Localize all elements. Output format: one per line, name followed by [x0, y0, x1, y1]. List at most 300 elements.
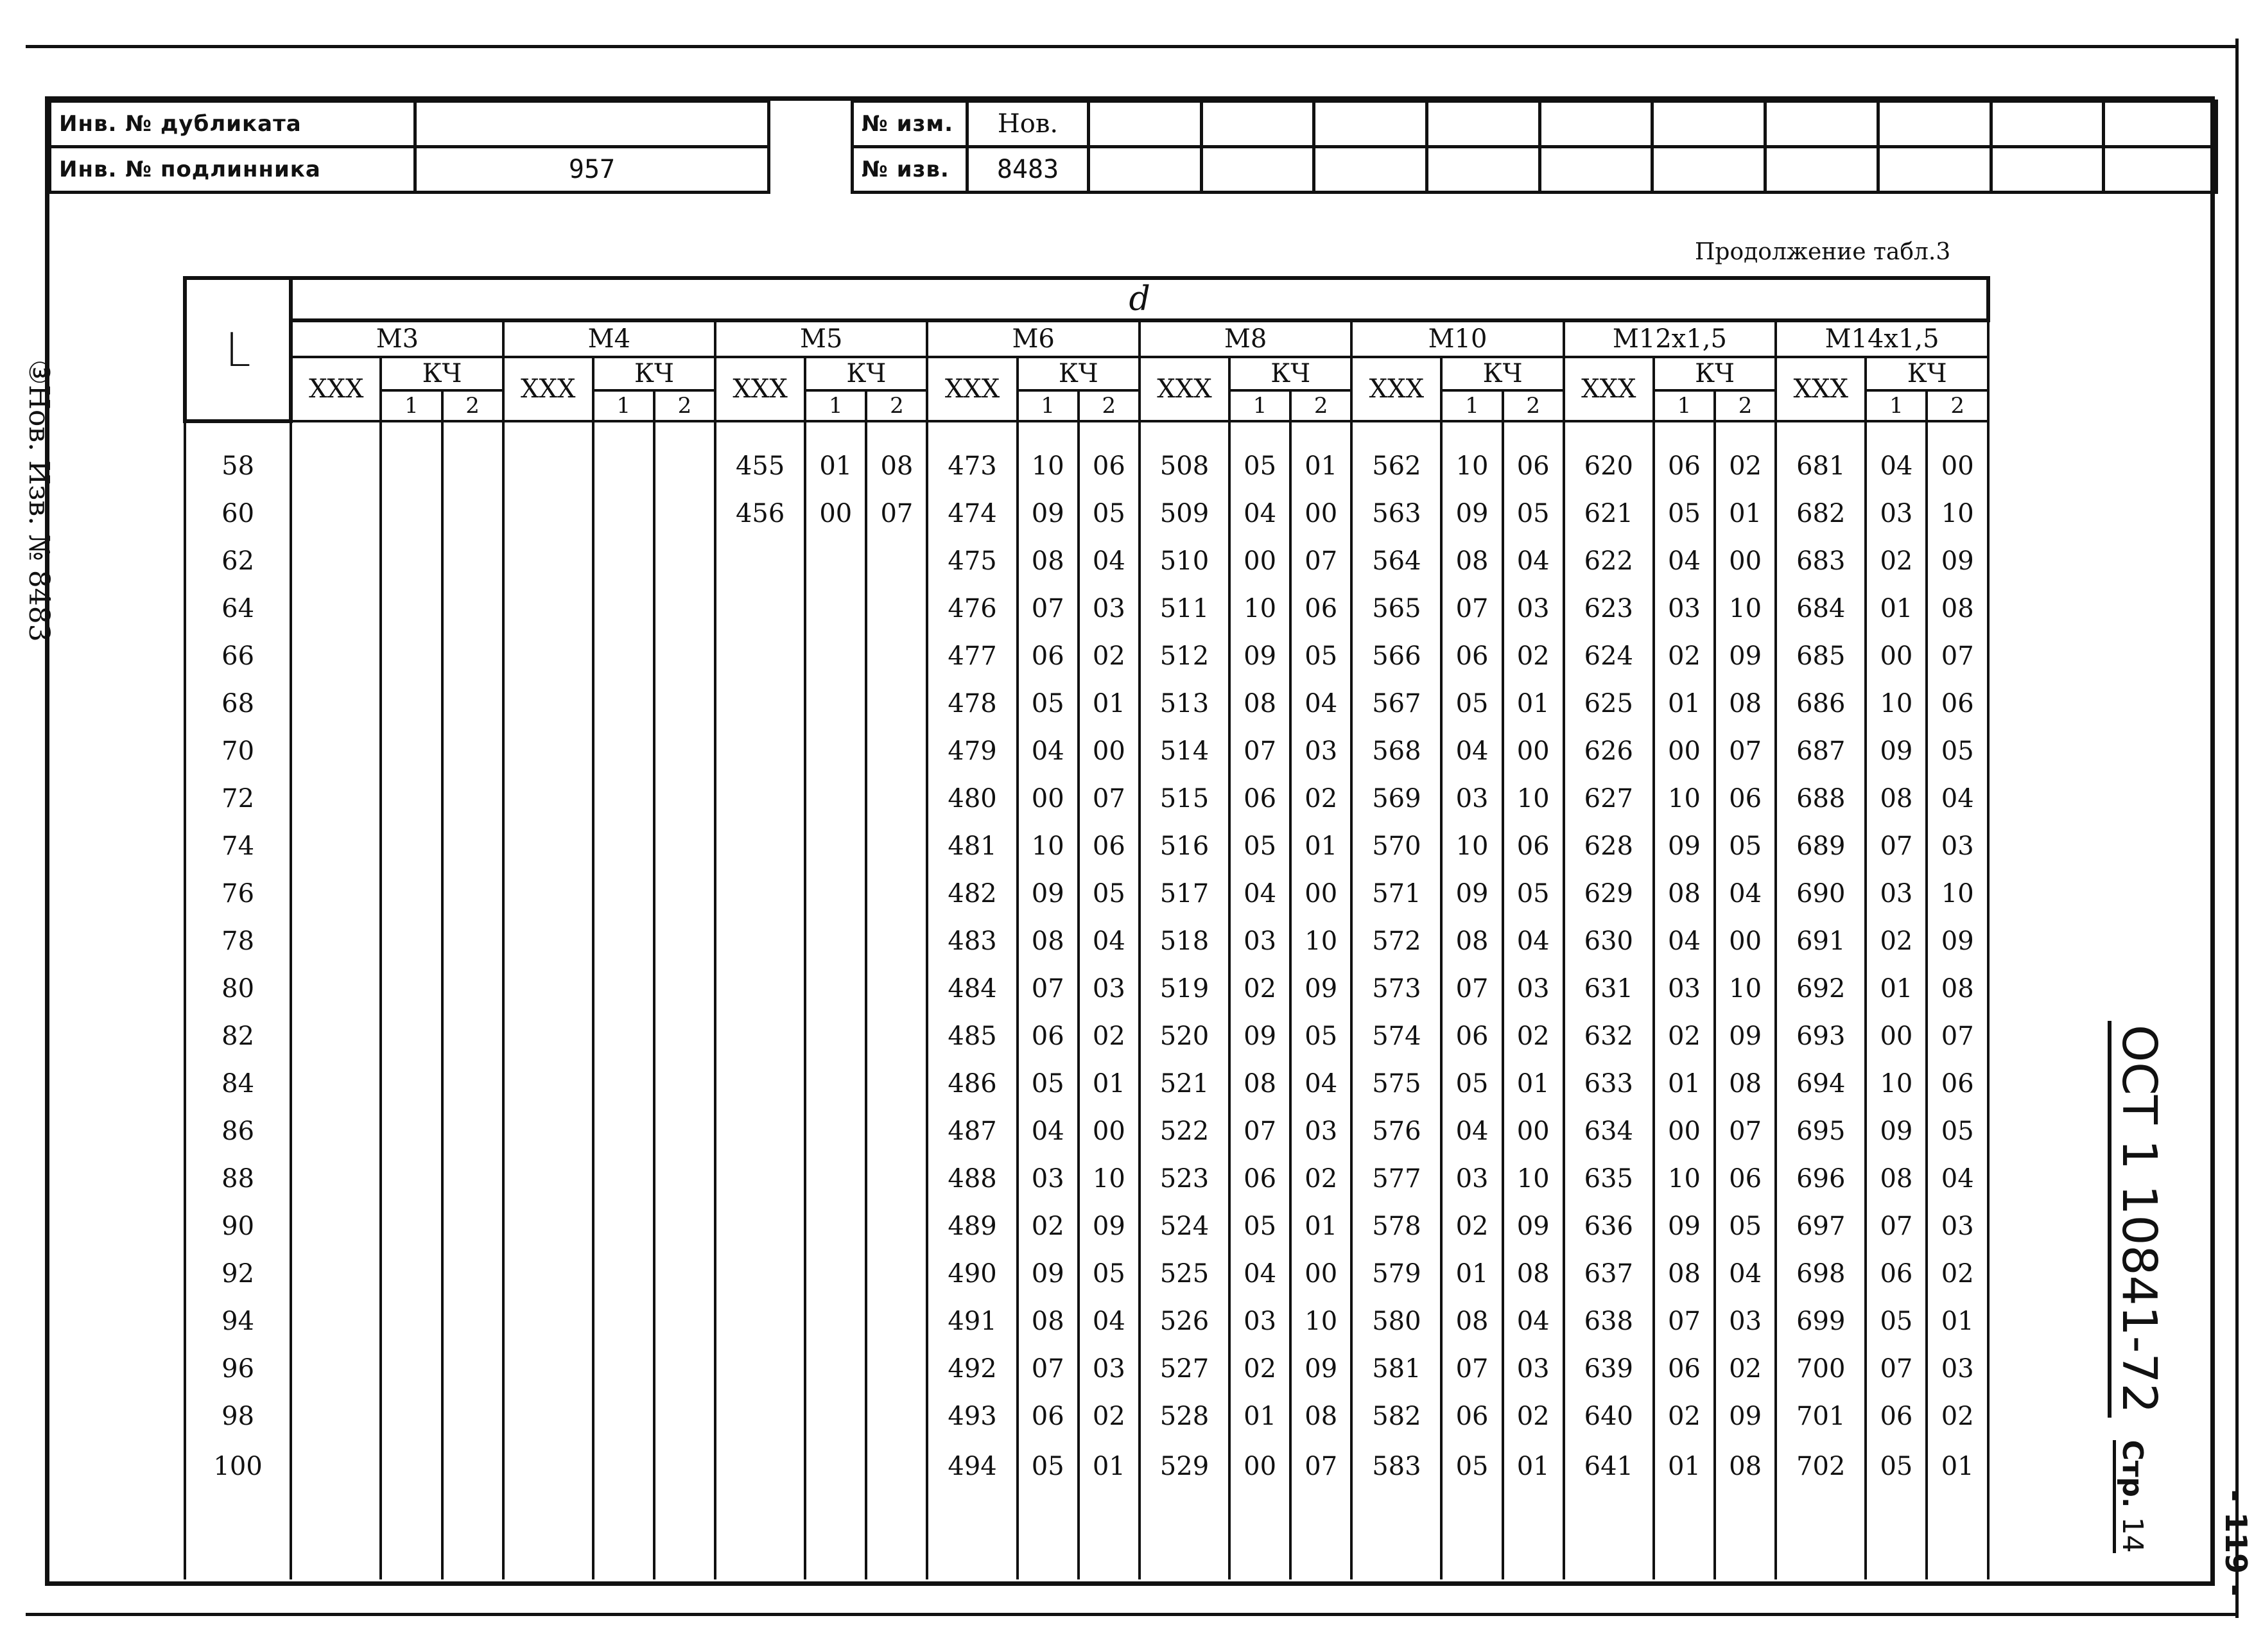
table-cell: 06 [1441, 632, 1502, 680]
table-cell [503, 822, 593, 870]
table-cell: 514 [1140, 727, 1229, 775]
table-cell: 10 [1715, 965, 1776, 1013]
size-header: M3 [291, 320, 503, 357]
table-cell: 03 [1229, 917, 1290, 965]
kch-header: КЧ [1229, 357, 1351, 390]
table-cell: 06 [1654, 442, 1715, 490]
table-cell: 475 [927, 537, 1017, 585]
d-header: d [291, 278, 1988, 320]
table-cell: 05 [1290, 1013, 1351, 1060]
table-cell: 510 [1140, 537, 1229, 585]
sub-header-2: 2 [654, 390, 715, 421]
table-cell [715, 870, 805, 917]
notice-label: № изв. [853, 147, 967, 193]
table-cell: 473 [927, 442, 1017, 490]
table-cell [442, 1298, 503, 1345]
table-cell: 578 [1351, 1203, 1441, 1250]
table-cell: 04 [1503, 537, 1564, 585]
length-cell: 70 [185, 727, 291, 775]
table-cell [503, 1298, 593, 1345]
size-header: M12x1,5 [1564, 320, 1776, 357]
table-cell: 509 [1140, 490, 1229, 537]
table-cell [442, 1440, 503, 1579]
table-cell: 03 [1503, 1345, 1564, 1393]
notice-value: 8483 [967, 147, 1089, 193]
table-cell: 573 [1351, 965, 1441, 1013]
table-cell: 10 [1018, 822, 1079, 870]
table-cell: 492 [927, 1345, 1017, 1393]
table-cell [715, 775, 805, 822]
table-cell: 456 [715, 490, 805, 537]
table-cell [593, 1345, 654, 1393]
table-cell: 10 [1654, 775, 1715, 822]
table-cell: 565 [1351, 585, 1441, 632]
doc-code: ОСТ 1 10841-72 [2108, 1021, 2167, 1418]
table-cell [654, 585, 715, 632]
table-cell: 622 [1564, 537, 1654, 585]
table-cell: 07 [866, 490, 927, 537]
table-cell: 525 [1140, 1250, 1229, 1298]
table-cell: 02 [1654, 1393, 1715, 1440]
table-cell: 621 [1564, 490, 1654, 537]
table-cell [654, 1393, 715, 1440]
table-cell [291, 1013, 381, 1060]
table-cell [593, 775, 654, 822]
table-cell [503, 1345, 593, 1393]
table-cell: 08 [1441, 537, 1502, 585]
table-cell [381, 537, 442, 585]
table-cell: 01 [1503, 680, 1564, 727]
table-cell: 10 [1441, 822, 1502, 870]
table-cell: 638 [1564, 1298, 1654, 1345]
table-cell [442, 1155, 503, 1203]
table-cell [291, 1060, 381, 1108]
table-cell [593, 1298, 654, 1345]
table-cell: 07 [1441, 1345, 1502, 1393]
table-cell [291, 1345, 381, 1393]
table-cell [503, 632, 593, 680]
table-cell: 09 [1290, 1345, 1351, 1393]
table-cell: 05 [1441, 1060, 1502, 1108]
table-cell: 02 [1503, 1393, 1564, 1440]
table-cell: 09 [1715, 1393, 1776, 1440]
table-cell: 06 [1715, 1155, 1776, 1203]
table-cell [593, 1060, 654, 1108]
table-cell: 09 [1441, 490, 1502, 537]
table-cell [654, 1440, 715, 1579]
table-cell: 05 [1441, 680, 1502, 727]
table-cell: 683 [1776, 537, 1866, 585]
table-cell [866, 1060, 927, 1108]
table-cell: 08 [1654, 870, 1715, 917]
table-cell [654, 917, 715, 965]
table-cell: 05 [1866, 1298, 1927, 1345]
table-cell [291, 1250, 381, 1298]
table-cell: 00 [1715, 917, 1776, 965]
table-cell: 09 [1654, 822, 1715, 870]
table-cell [654, 1298, 715, 1345]
table-cell: 563 [1351, 490, 1441, 537]
table-cell [291, 1155, 381, 1203]
table-cell [503, 537, 593, 585]
kch-header: КЧ [1866, 357, 1988, 390]
table-cell: 02 [1079, 1393, 1140, 1440]
table-cell: 00 [1715, 537, 1776, 585]
xxx-header: XXX [291, 357, 381, 421]
table-row [185, 680, 1988, 727]
table-cell: 08 [1441, 1298, 1502, 1345]
table-cell: 02 [1866, 537, 1927, 585]
table-cell [291, 585, 381, 632]
table-cell: 516 [1140, 822, 1229, 870]
table-cell: 528 [1140, 1393, 1229, 1440]
table-cell [381, 632, 442, 680]
table-cell: 05 [1018, 1060, 1079, 1108]
table-cell: 08 [1927, 585, 1988, 632]
table-cell [715, 965, 805, 1013]
table-cell: 692 [1776, 965, 1866, 1013]
table-cell [715, 632, 805, 680]
table-cell [442, 965, 503, 1013]
table-cell [381, 1440, 442, 1579]
table-cell: 511 [1140, 585, 1229, 632]
size-header: M14x1,5 [1776, 320, 1988, 357]
table-cell: 630 [1564, 917, 1654, 965]
table-cell: 520 [1140, 1013, 1229, 1060]
table-cell: 526 [1140, 1298, 1229, 1345]
table-cell: 02 [1654, 632, 1715, 680]
bottom-rule [26, 1613, 2237, 1616]
table-row [185, 965, 1988, 1013]
table-cell [866, 632, 927, 680]
table-cell [715, 680, 805, 727]
table-cell [503, 490, 593, 537]
table-cell: 508 [1140, 442, 1229, 490]
table-cell [654, 537, 715, 585]
table-cell: 08 [1229, 680, 1290, 727]
table-cell: 06 [1079, 822, 1140, 870]
table-cell [805, 1393, 866, 1440]
table-cell: 04 [1441, 1108, 1502, 1155]
table-cell [866, 870, 927, 917]
table-cell [715, 1298, 805, 1345]
table-cell: 06 [1079, 442, 1140, 490]
table-cell: 515 [1140, 775, 1229, 822]
length-cell: 78 [185, 917, 291, 965]
table-cell [503, 870, 593, 917]
sub-header-2: 2 [1927, 390, 1988, 421]
table-cell [381, 775, 442, 822]
table-cell: 02 [1866, 917, 1927, 965]
top-rule [26, 45, 2237, 48]
table-cell: 02 [1503, 632, 1564, 680]
table-cell [866, 1345, 927, 1393]
table-cell [503, 1250, 593, 1298]
kch-header: КЧ [805, 357, 927, 390]
table-cell: 10 [1290, 917, 1351, 965]
table-cell: 482 [927, 870, 1017, 917]
table-cell: 03 [1079, 1345, 1140, 1393]
table-cell: 489 [927, 1203, 1017, 1250]
table-cell: 02 [1715, 1345, 1776, 1393]
dup-label: Инв. № дубликата [50, 101, 415, 147]
table-cell [503, 1013, 593, 1060]
table-cell [503, 727, 593, 775]
table-cell [381, 585, 442, 632]
table-cell [866, 917, 927, 965]
xxx-header: XXX [715, 357, 805, 421]
sub-header-1: 1 [381, 390, 442, 421]
table-cell [805, 680, 866, 727]
table-cell: 01 [1927, 1440, 1988, 1579]
length-cell: 66 [185, 632, 291, 680]
table-cell [654, 1155, 715, 1203]
table-cell: 06 [1503, 442, 1564, 490]
table-cell: 00 [1503, 1108, 1564, 1155]
table-cell: 05 [1866, 1440, 1927, 1579]
table-cell: 07 [1866, 1203, 1927, 1250]
kch-header: КЧ [1654, 357, 1776, 390]
table-cell [593, 1440, 654, 1579]
table-cell [715, 1203, 805, 1250]
table-cell: 684 [1776, 585, 1866, 632]
table-cell [503, 965, 593, 1013]
table-cell [805, 585, 866, 632]
table-cell [593, 1393, 654, 1440]
table-cell [442, 680, 503, 727]
table-cell: 04 [1079, 1298, 1140, 1345]
table-cell: 04 [1290, 1060, 1351, 1108]
table-cell: 04 [1018, 727, 1079, 775]
table-cell: 481 [927, 822, 1017, 870]
table-cell [866, 1108, 927, 1155]
table-cell [381, 490, 442, 537]
table-cell: 08 [1927, 965, 1988, 1013]
table-cell [866, 680, 927, 727]
table-cell: 03 [1290, 1108, 1351, 1155]
table-cell [866, 822, 927, 870]
table-cell [654, 680, 715, 727]
table-cell: 10 [1927, 870, 1988, 917]
sub-header-1: 1 [1654, 390, 1715, 421]
table-cell: 08 [1018, 1298, 1079, 1345]
table-cell: 00 [1866, 1013, 1927, 1060]
table-cell [442, 632, 503, 680]
table-cell: 07 [1715, 1108, 1776, 1155]
table-cell [442, 585, 503, 632]
table-row [185, 585, 1988, 632]
sub-header-2: 2 [1503, 390, 1564, 421]
length-cell: 92 [185, 1250, 291, 1298]
orig-value: 957 [415, 147, 769, 193]
table-cell [442, 822, 503, 870]
table-cell: 640 [1564, 1393, 1654, 1440]
table-cell: 03 [1503, 585, 1564, 632]
table-cell: 06 [1927, 1060, 1988, 1108]
table-cell [381, 1060, 442, 1108]
table-cell [381, 1155, 442, 1203]
table-cell: 01 [1503, 1060, 1564, 1108]
table-cell: 03 [1290, 727, 1351, 775]
table-cell: 02 [1503, 1013, 1564, 1060]
table-cell [593, 870, 654, 917]
table-cell: 477 [927, 632, 1017, 680]
table-cell [715, 1108, 805, 1155]
table-cell [715, 1345, 805, 1393]
table-cell: 08 [1018, 537, 1079, 585]
table-cell: 03 [1866, 490, 1927, 537]
table-cell: 08 [1715, 680, 1776, 727]
length-cell: 58 [185, 442, 291, 490]
length-cell: 100 [185, 1440, 291, 1579]
table-cell: 08 [1018, 917, 1079, 965]
table-cell: 03 [1079, 585, 1140, 632]
table-cell: 523 [1140, 1155, 1229, 1203]
table-row [185, 1013, 1988, 1060]
table-cell: 05 [1229, 822, 1290, 870]
table-cell: 00 [1503, 727, 1564, 775]
table-cell [381, 442, 442, 490]
table-cell: 09 [1927, 917, 1988, 965]
table-cell: 10 [1079, 1155, 1140, 1203]
table-cell: 698 [1776, 1250, 1866, 1298]
table-cell: 568 [1351, 727, 1441, 775]
length-cell: 60 [185, 490, 291, 537]
table-cell: 01 [1715, 490, 1776, 537]
table-cell [503, 442, 593, 490]
table-cell: 628 [1564, 822, 1654, 870]
table-cell [715, 727, 805, 775]
table-cell: 00 [1654, 1108, 1715, 1155]
sub-header-1: 1 [1018, 390, 1079, 421]
orig-label: Инв. № подлинника [50, 147, 415, 193]
table-cell: 08 [1715, 1060, 1776, 1108]
table-cell [381, 1203, 442, 1250]
table-cell: 06 [1018, 1013, 1079, 1060]
table-cell: 06 [1018, 632, 1079, 680]
table-cell: 07 [1441, 585, 1502, 632]
table-cell: 09 [1441, 870, 1502, 917]
table-cell: 07 [1290, 537, 1351, 585]
table-cell [442, 442, 503, 490]
table-cell: 04 [1927, 1155, 1988, 1203]
table-cell: 01 [1654, 680, 1715, 727]
change-value: Нов. [967, 101, 1089, 147]
table-cell: 06 [1441, 1013, 1502, 1060]
table-cell: 01 [1079, 1060, 1140, 1108]
table-cell: 05 [1927, 1108, 1988, 1155]
table-cell: 00 [1654, 727, 1715, 775]
table-cell [381, 1013, 442, 1060]
table-cell: 10 [1229, 585, 1290, 632]
table-cell [866, 1440, 927, 1579]
table-cell: 00 [1290, 870, 1351, 917]
table-cell: 00 [1079, 1108, 1140, 1155]
table-cell: 03 [1654, 585, 1715, 632]
table-cell: 06 [1866, 1393, 1927, 1440]
table-cell: 582 [1351, 1393, 1441, 1440]
table-cell [381, 1108, 442, 1155]
table-cell: 04 [1079, 917, 1140, 965]
table-cell: 634 [1564, 1108, 1654, 1155]
table-cell [503, 1155, 593, 1203]
table-cell [593, 1250, 654, 1298]
length-cell: 88 [185, 1155, 291, 1203]
table-cell [291, 1393, 381, 1440]
table-cell [593, 965, 654, 1013]
table-cell [805, 1108, 866, 1155]
sheet-number: - 119 - [2219, 1490, 2253, 1597]
table-cell [715, 917, 805, 965]
table-cell [715, 822, 805, 870]
table-cell: 01 [1079, 680, 1140, 727]
table-cell: 10 [1503, 775, 1564, 822]
table-cell: 491 [927, 1298, 1017, 1345]
table-cell [442, 537, 503, 585]
table-cell [593, 1013, 654, 1060]
table-cell [654, 1060, 715, 1108]
table-cell: 04 [1229, 870, 1290, 917]
table-cell [442, 490, 503, 537]
table-cell: 02 [1715, 442, 1776, 490]
table-cell: 626 [1564, 727, 1654, 775]
table-cell: 562 [1351, 442, 1441, 490]
table-cell: 04 [1927, 775, 1988, 822]
length-cell: 80 [185, 965, 291, 1013]
table-cell: 03 [1927, 822, 1988, 870]
table-cell: 09 [1715, 1013, 1776, 1060]
table-cell [805, 1250, 866, 1298]
table-cell [805, 537, 866, 585]
table-cell: 08 [1866, 775, 1927, 822]
length-cell: 94 [185, 1298, 291, 1345]
continuation-label: Продолжение табл.3 [1695, 239, 1951, 265]
table-cell: 08 [1654, 1250, 1715, 1298]
table-cell [866, 1298, 927, 1345]
table-cell: 08 [866, 442, 927, 490]
length-cell: 90 [185, 1203, 291, 1250]
xxx-header: XXX [1776, 357, 1866, 421]
table-cell: 518 [1140, 917, 1229, 965]
table-cell: 01 [1290, 1203, 1351, 1250]
table-cell: 09 [1018, 490, 1079, 537]
table-cell [715, 585, 805, 632]
table-cell: 564 [1351, 537, 1441, 585]
dup-value [415, 101, 769, 147]
table-cell [442, 775, 503, 822]
kch-header: КЧ [381, 357, 503, 390]
length-cell: 72 [185, 775, 291, 822]
sub-header-1: 1 [1229, 390, 1290, 421]
table-cell: 07 [1927, 1013, 1988, 1060]
table-cell: 694 [1776, 1060, 1866, 1108]
table-cell [593, 822, 654, 870]
table-cell: 517 [1140, 870, 1229, 917]
table-row [185, 1345, 1988, 1393]
change-stamp [851, 100, 2218, 194]
table-cell: 09 [1654, 1203, 1715, 1250]
table-cell: 06 [1503, 822, 1564, 870]
xxx-header: XXX [503, 357, 593, 421]
table-cell [503, 585, 593, 632]
table-cell: 00 [1290, 1250, 1351, 1298]
table-cell: 04 [1018, 1108, 1079, 1155]
table-cell: 03 [1503, 965, 1564, 1013]
table-cell [805, 1155, 866, 1203]
table-cell: 627 [1564, 775, 1654, 822]
table-cell: 07 [1441, 965, 1502, 1013]
table-cell: 03 [1927, 1345, 1988, 1393]
